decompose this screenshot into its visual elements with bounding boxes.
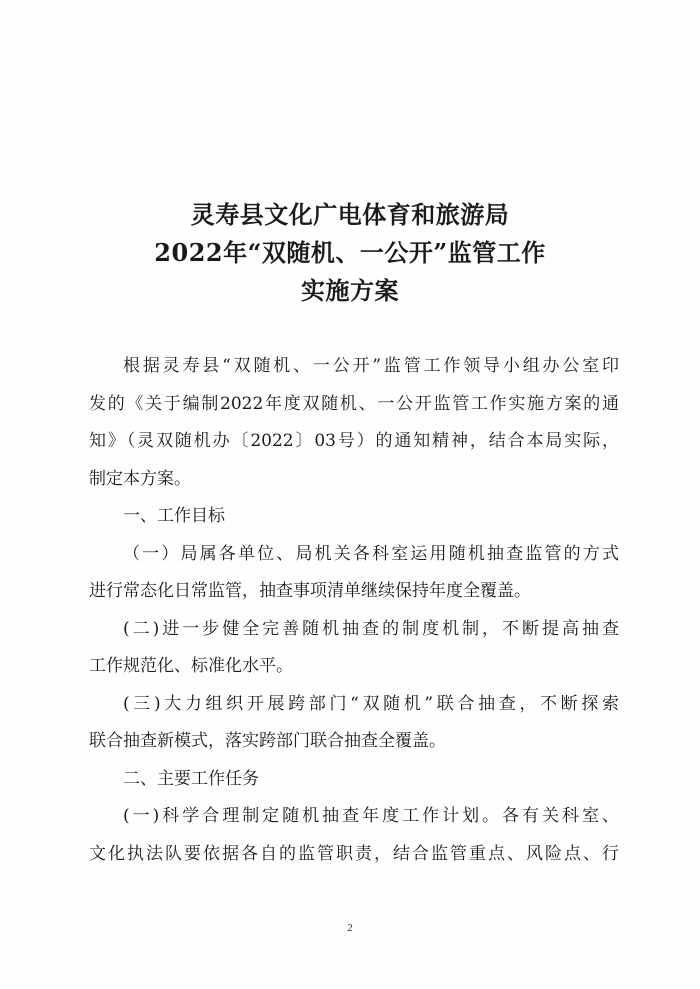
paragraph-line: 发的《关于编制2022年度双随机、一公开监管工作实施方案的通 [89, 393, 619, 414]
task-item-1 [89, 798, 619, 873]
paragraph-line: 知》（灵双随机办〔2022〕03号）的通知精神，结合本局实际， [89, 431, 619, 451]
paragraph-line: 联合抽查新模式，落实跨部门联合抽查全覆盖。 [89, 731, 446, 751]
title-line-1: 灵寿县文化广电体育和旅游局 [190, 200, 510, 229]
document-body [89, 348, 619, 873]
paragraph-line: (一)科学合理制定随机抽查年度工作计划。各有关科室、 [123, 806, 619, 826]
paragraph-line: （一）局属各单位、局机关各科室运用随机抽查监管的方式 [123, 543, 619, 564]
title-line-3: 实施方案 [301, 276, 399, 305]
paragraph-line: (三)大力组织开展跨部门“双随机”联合抽查，不断探索 [123, 693, 619, 714]
paragraph-line: (二)进一步健全完善随机抽查的制度机制，不断提高抽查 [123, 618, 619, 639]
goal-item-2 [89, 611, 619, 686]
goal-item-3 [89, 686, 619, 761]
title-line-2: 2022年“双随机、一公开”监管工作 [154, 238, 546, 267]
section-heading-goals [89, 498, 619, 536]
section-heading-tasks [89, 761, 619, 799]
section-heading: 二、主要工作任务 [123, 768, 259, 789]
intro-paragraph [89, 348, 619, 498]
paragraph-line: 根据灵寿县“双随机、一公开”监管工作领导小组办公室印 [123, 356, 619, 376]
paragraph-line: 文化执法队要依据各自的监管职责，结合监管重点、风险点、行 [89, 843, 619, 864]
paragraph-line: 进行常态化日常监管，抽查事项清单继续保持年度全覆盖。 [89, 581, 531, 601]
page-number: 2 [347, 922, 353, 934]
paragraph-line: 制定本方案。 [89, 468, 191, 489]
section-heading: 一、工作目标 [123, 506, 225, 526]
document-title [0, 196, 700, 310]
goal-item-1 [89, 536, 619, 611]
paragraph-line: 工作规范化、标准化水平。 [89, 656, 293, 676]
